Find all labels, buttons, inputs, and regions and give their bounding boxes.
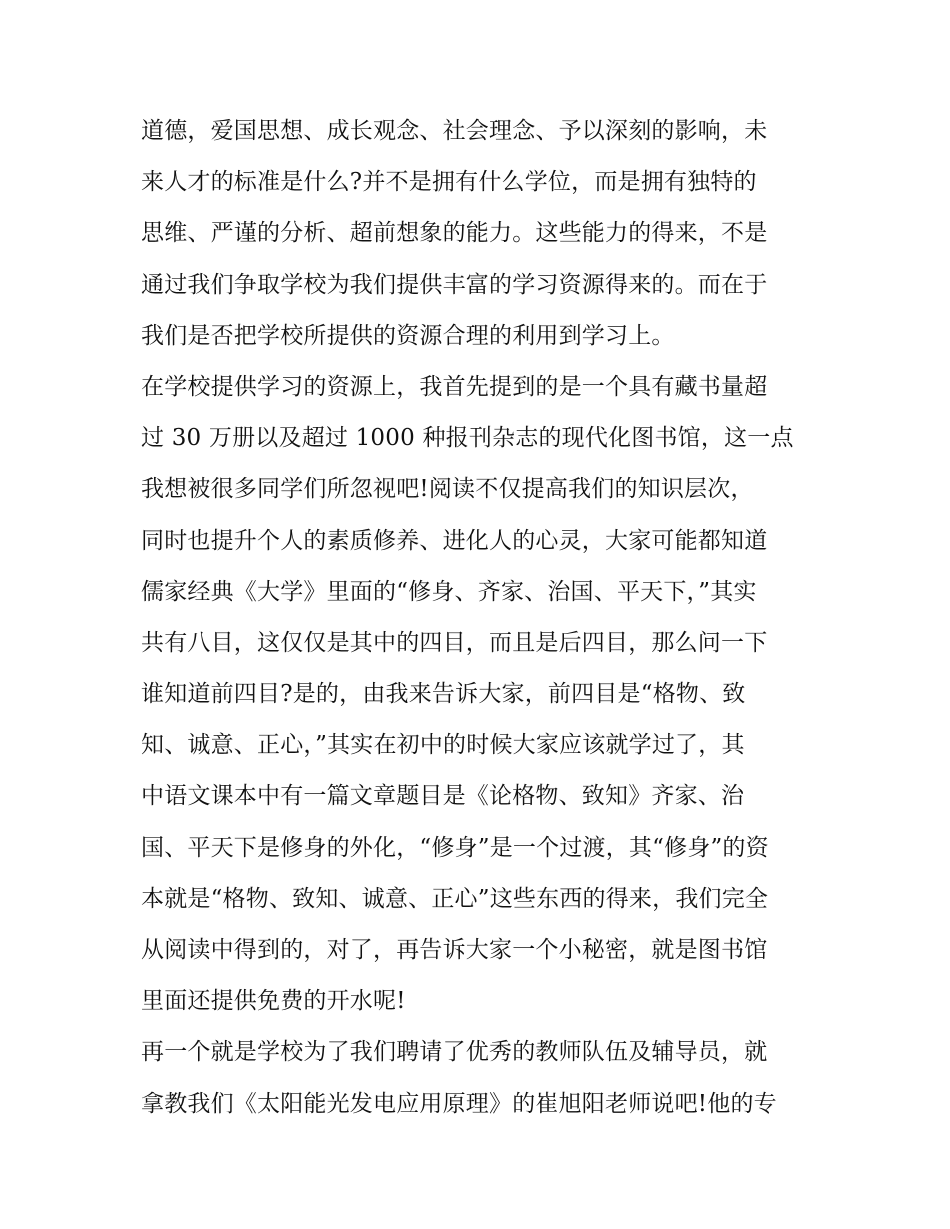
- document-body: [141, 106, 821, 1130]
- text-line: 共有八目，这仅仅是其中的四目，而且是后四目，那么问一下: [141, 629, 768, 656]
- text-line: 本就是“格物、致知、诚意、正心”这些东西的得来，我们完全: [141, 885, 769, 912]
- text-line: 知、诚意、正心，”其实在初中的时候大家应该就学过了，其: [141, 732, 745, 759]
- text-line: 思维、严谨的分析、超前想象的能力。这些能力的得来，不是: [141, 220, 768, 247]
- text-line: 拿教我们《太阳能光发电应用原理》的崔旭阳老师说吧!他的专: [141, 1090, 777, 1117]
- text-line: 同时也提升个人的素质修养、进化人的心灵，大家可能都知道: [141, 527, 768, 554]
- text-line: 中语文课本中有一篇文章题目是《论格物、致知》齐家、治: [141, 783, 745, 810]
- text-line: 从阅读中得到的，对了，再告诉大家一个小秘密，就是图书馆: [141, 937, 768, 963]
- text-line: 我想被很多同学们所忽视吧!阅读不仅提高我们的知识层次，: [141, 476, 754, 503]
- text-line: 里面还提供免费的开水呢!: [141, 988, 406, 1015]
- text-line: 谁知道前四目?是的，由我来告诉大家，前四目是“格物、致: [141, 681, 746, 708]
- text-line: 通过我们争取学校为我们提供丰富的学习资源得来的。而在于: [141, 271, 768, 298]
- text-line: 过 30 万册以及超过 1000 种报刊杂志的现代化图书馆，这一点: [141, 425, 794, 452]
- text-line: 国、平天下是修身的外化，“修身”是一个过渡，其“修身”的资: [141, 834, 769, 861]
- text-line: 在学校提供学习的资源上，我首先提到的是一个具有藏书量超: [141, 373, 768, 400]
- text-line: 来人才的标准是什么?并不是拥有什么学位，而是拥有独特的: [141, 169, 757, 196]
- text-line: 再一个就是学校为了我们聘请了优秀的教师队伍及辅导员，就: [141, 1039, 768, 1066]
- text-line: 道德，爱国思想、成长观念、社会理念、予以深刻的影响，未: [141, 118, 768, 144]
- text-line: 我们是否把学校所提供的资源合理的利用到学习上。: [141, 322, 675, 349]
- text-line: 儒家经典《大学》里面的“修身、齐家、治国、平天下，”其实: [141, 578, 757, 605]
